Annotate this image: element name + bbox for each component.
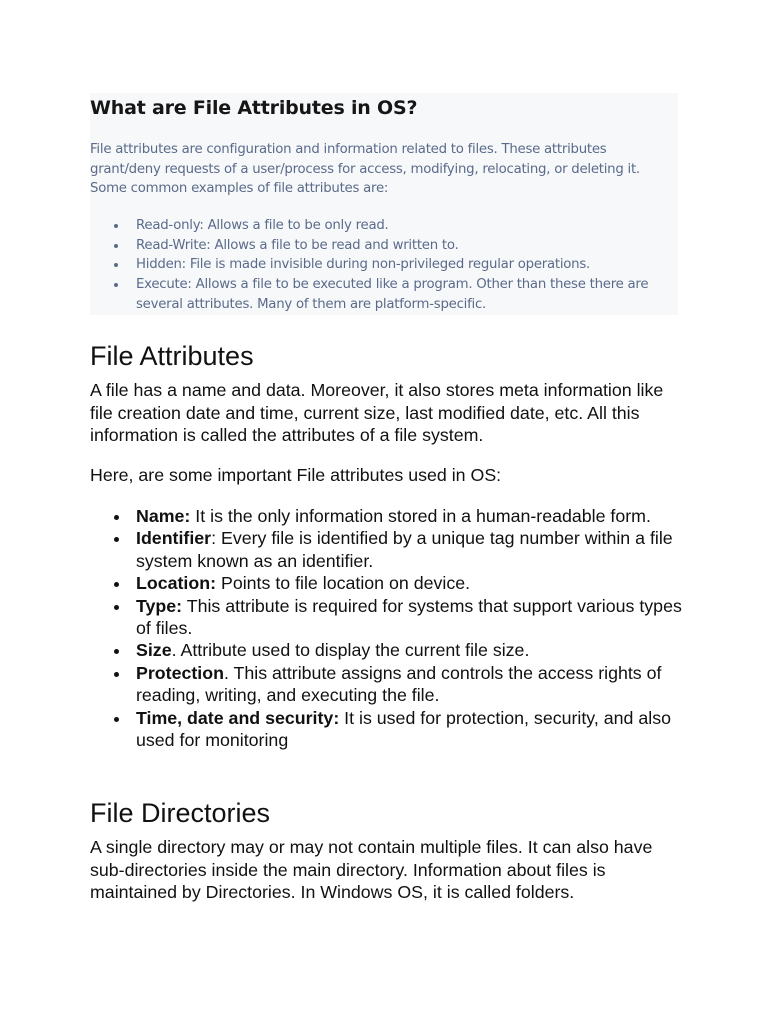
attribute-term: Protection [136, 662, 224, 683]
attribute-term: Time, date and security: [136, 707, 340, 728]
attribute-term: Type: [136, 595, 183, 616]
callout-list-item: Read-Write: Allows a file to be read and written to. [90, 236, 682, 256]
attribute-item-identifier [90, 527, 690, 572]
callout-list [90, 216, 682, 315]
file-attributes-paragraph: A file has a name and data. Moreover, it also stores meta information like file creation date and time, current size, last modified date, etc. All this information is called the attributes of a file system. [90, 380, 664, 445]
attribute-description: . Attribute used to display the current file size. [171, 640, 530, 661]
attribute-item-name [90, 505, 690, 527]
attribute-term: Identifier [136, 528, 212, 549]
callout-list-item: Hidden: File is made invisible during non-privileged regular operations. [90, 255, 682, 275]
callout-list-item: Execute: Allows a file to be executed like a program. Other than these there are several attributes. Many of them are platform-specific. [90, 275, 682, 314]
attribute-description: Points to file location on device. [216, 573, 471, 594]
attribute-term: Location: [136, 573, 217, 594]
file-attributes-lead: Here, are some important File attributes used in OS: [90, 465, 502, 485]
callout-title: What are File Attributes in OS? [90, 97, 418, 119]
file-directories-heading: File Directories [90, 798, 271, 828]
file-directories-paragraph: A single directory may or may not contain multiple files. It can also have sub-directories inside the main directory. Information about files is maintained by Directories. In Windows OS, it is called folders. [90, 837, 653, 902]
attribute-item-type [90, 595, 690, 640]
attribute-description: . This attribute assigns and controls the access rights of reading, writing, and executing the file. [136, 662, 662, 706]
attribute-item-protection [90, 662, 690, 707]
attribute-description: This attribute is required for systems that support various types of files. [136, 595, 682, 639]
attribute-term: Name: [136, 506, 191, 526]
attribute-item-size [90, 639, 690, 661]
attribute-item-time-date-security [90, 707, 690, 752]
attribute-term: Size [136, 640, 172, 661]
file-attributes-list [90, 505, 690, 751]
attribute-description: It is used for protection, security, and also used for monitoring [136, 707, 671, 751]
callout-intro: File attributes are configuration and information related to files. These attributes grant/deny requests of a user/process for access, modifying, relocating, or deleting it. Some common examples of file attributes are: [90, 142, 640, 196]
callout-list-item: Read-only: Allows a file to be only read. [90, 216, 682, 236]
attribute-description: It is the only information stored in a human-readable form. [190, 506, 651, 526]
attribute-item-location [90, 572, 690, 594]
attribute-description: : Every file is identified by a unique tag number within a file system known as an identifier. [136, 528, 673, 571]
file-attributes-heading: File Attributes [90, 341, 254, 371]
